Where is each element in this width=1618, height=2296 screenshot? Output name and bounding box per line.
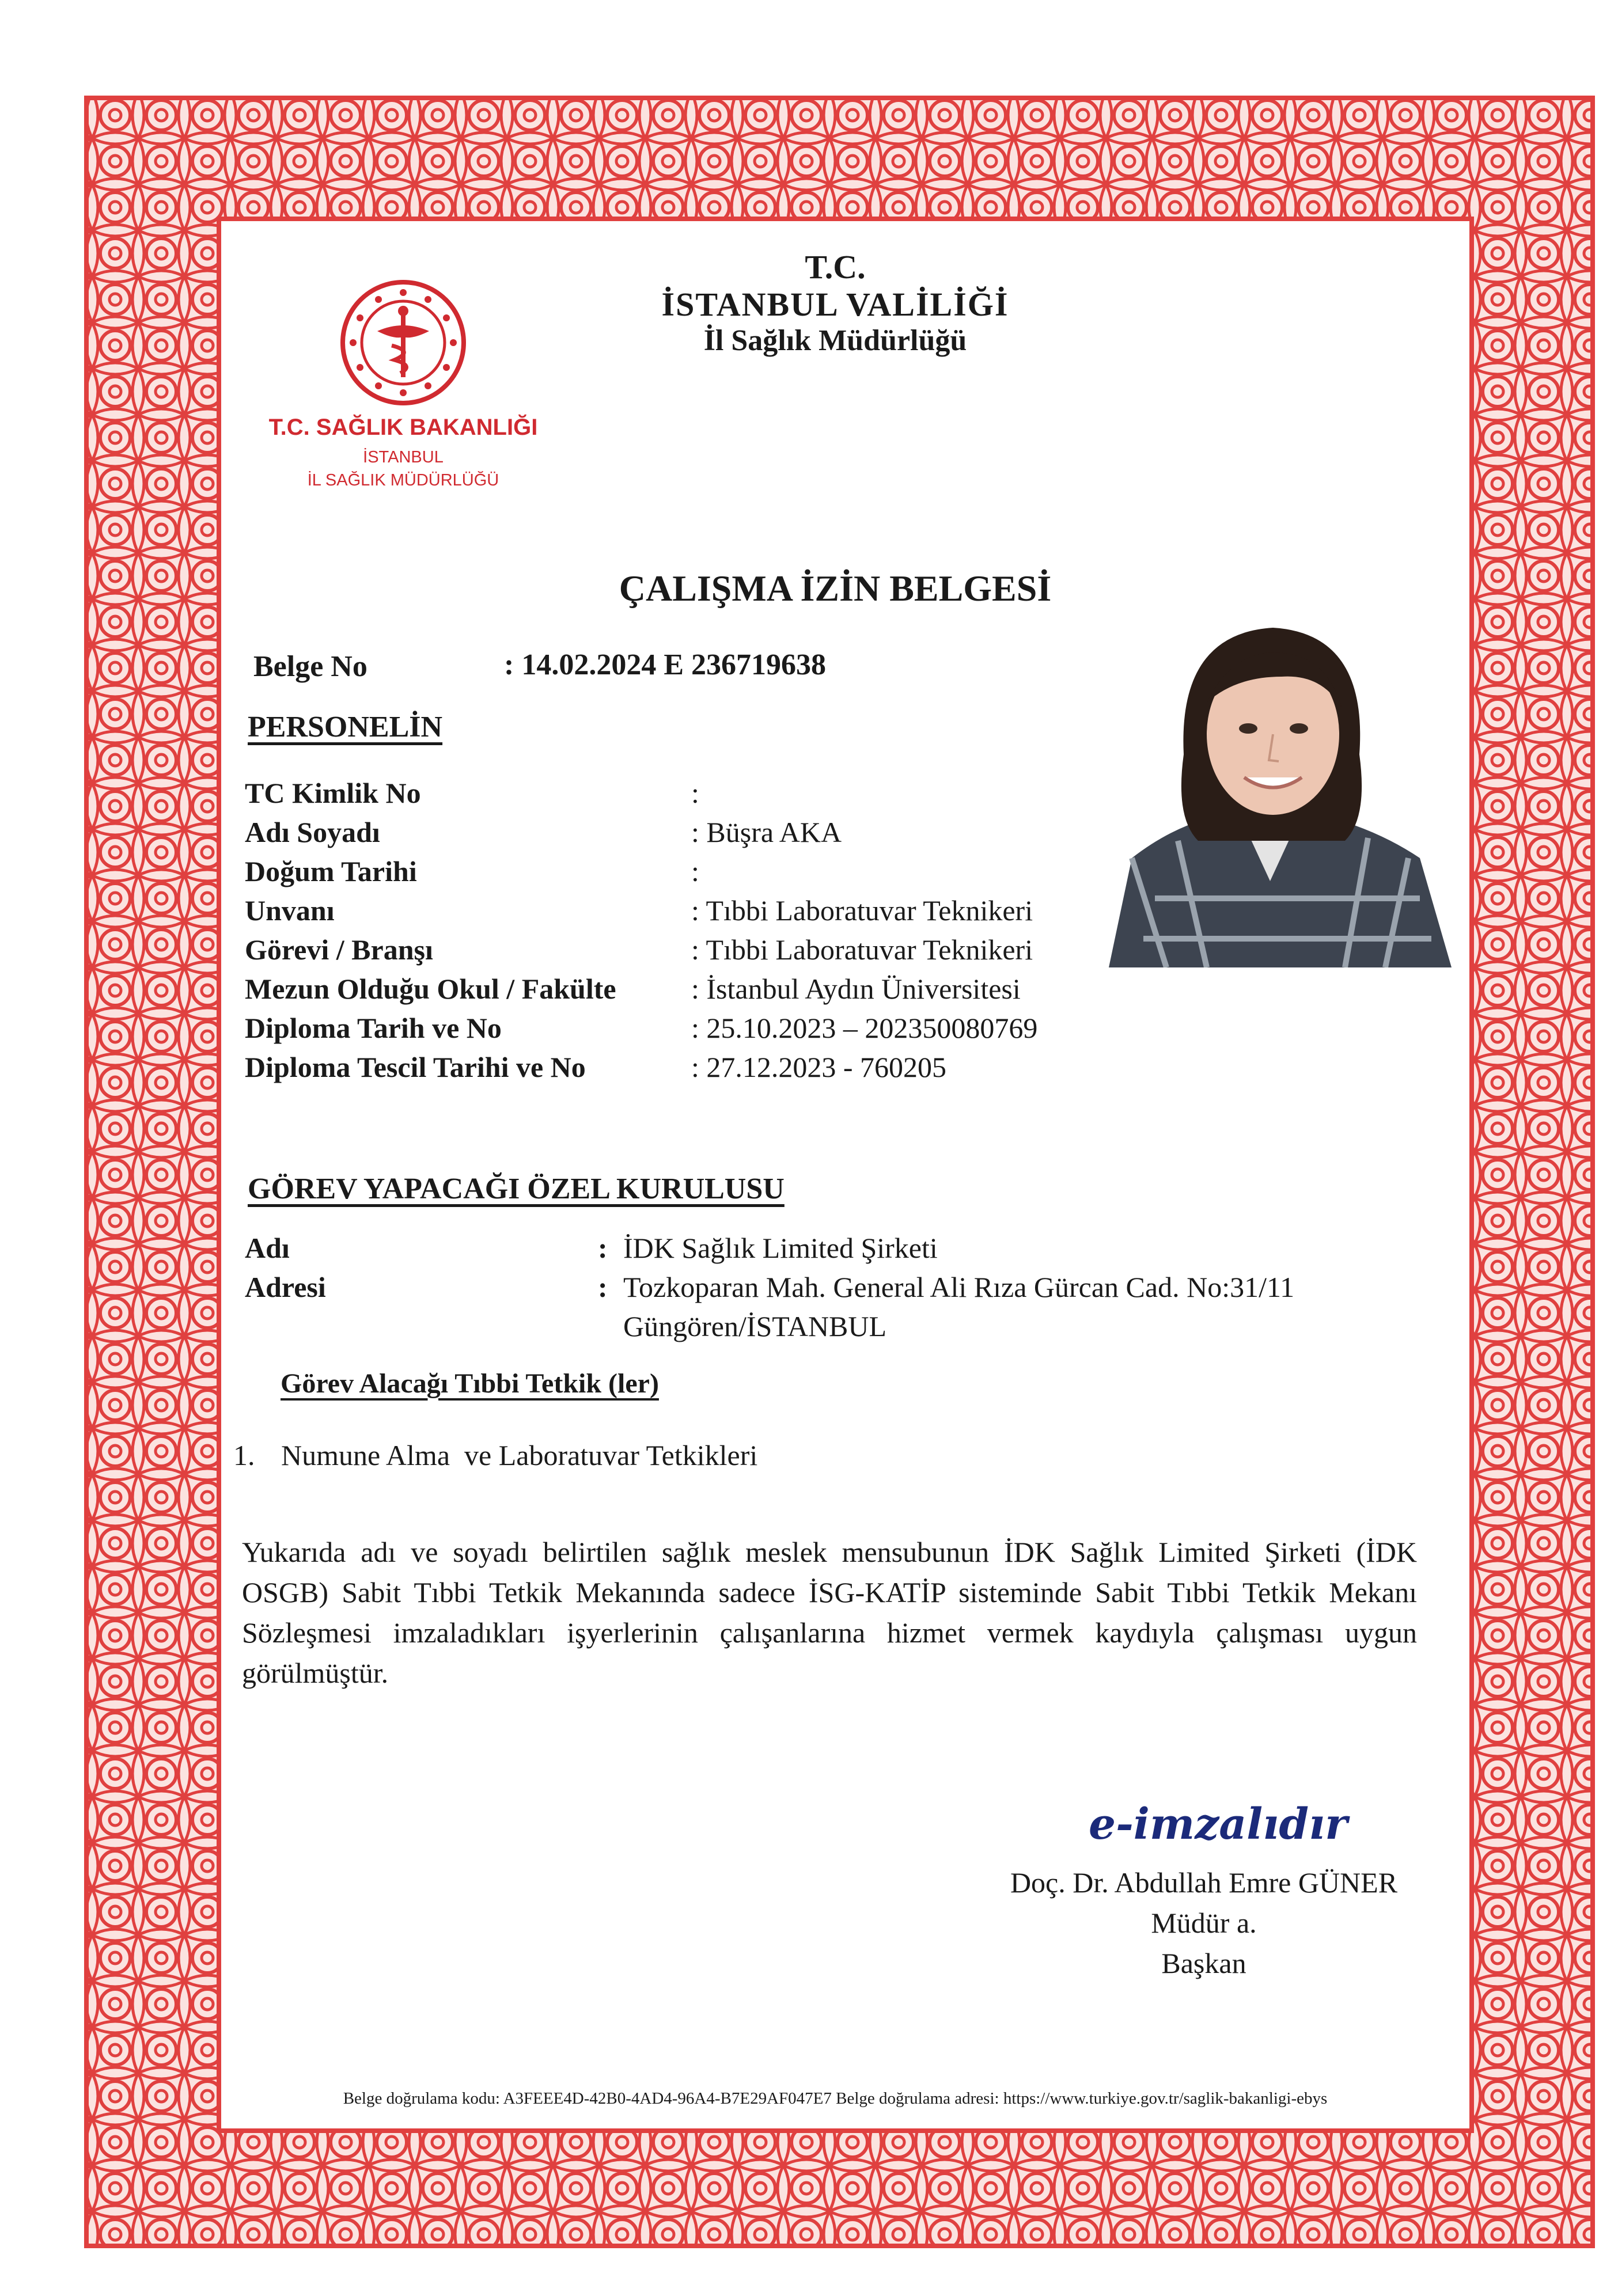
field-label-dogum-tarihi: Doğum Tarihi bbox=[245, 855, 417, 887]
field-value-mezun-okul: : İstanbul Aydın Üniversitesi bbox=[691, 973, 1021, 1005]
belge-no-value: : 14.02.2024 E 236719638 bbox=[504, 648, 826, 681]
field-value-gorevi: : Tıbbi Laboratuvar Teknikeri bbox=[691, 933, 1033, 966]
logo-title: T.C. SAĞLIK BAKANLIĞI bbox=[268, 415, 538, 440]
field-value-dogum-tarihi: : bbox=[691, 855, 699, 887]
kurulus-adi-colon: : bbox=[598, 1232, 608, 1264]
personel-section-title: PERSONELİN bbox=[248, 711, 443, 743]
field-value-diploma: : 25.10.2023 – 202350080769 bbox=[691, 1012, 1038, 1044]
approval-paragraph: Yukarıda adı ve soyadı belirtilen sağlık meslek mensubunun İDK Sağlık Limited Şirketi (İDK OSGB) Sabit Tıbbi Tetkik Mekanında sadece İSG-KATİP sisteminde Sabit Tıbbi Tetkik Mekanı Sözleşmesi imzaladıkları işyerlerinin çalışanlarına hizmet vermek kaydıyla çalışması uygun görülmüştür. bbox=[242, 1536, 1417, 1689]
belge-no-label: Belge No bbox=[253, 650, 367, 683]
signatory-name: Doç. Dr. Abdullah Emre GÜNER bbox=[1010, 1866, 1398, 1899]
kurulus-section-title: GÖREV YAPACAĞI ÖZEL KURULUSU bbox=[248, 1172, 785, 1205]
field-value-diploma-tescil: : 27.12.2023 - 760205 bbox=[691, 1051, 947, 1083]
logo-directorate: İL SAĞLIK MÜDÜRLÜĞÜ bbox=[307, 471, 499, 489]
field-value-tc-kimlik: : bbox=[691, 777, 699, 809]
verification-footer: Belge doğrulama kodu: A3FEEE4D-42B0-4AD4-96A4-B7E29AF047E7 Belge doğrulama adresi: https://www.turkiye.gov.tr/saglik-bakanligi-ebys bbox=[343, 2089, 1328, 2108]
signatory-title-1: Müdür a. bbox=[1151, 1907, 1257, 1939]
field-value-unvani: : Tıbbi Laboratuvar Teknikeri bbox=[691, 894, 1033, 927]
kurulus-adi-value: İDK Sağlık Limited Şirketi bbox=[623, 1232, 938, 1264]
kurulus-adres-line1: Tozkoparan Mah. General Ali Rıza Gürcan Cad. No:31/11 bbox=[623, 1271, 1295, 1303]
field-label-adi-soyadi: Adı Soyadı bbox=[245, 816, 380, 848]
field-label-diploma-tescil: Diploma Tescil Tarihi ve No bbox=[245, 1051, 586, 1083]
tetkik-section-title: Görev Alacağı Tıbbi Tetkik (ler) bbox=[281, 1368, 659, 1399]
document-title: ÇALIŞMA İZİN BELGESİ bbox=[619, 568, 1052, 609]
field-value-adi-soyadi: : Büşra AKA bbox=[691, 816, 842, 848]
header-mudurluk: İl Sağlık Müdürlüğü bbox=[703, 324, 967, 357]
header-tc: T.C. bbox=[805, 248, 866, 286]
logo-city: İSTANBUL bbox=[363, 448, 444, 466]
kurulus-adres-colon: : bbox=[598, 1271, 608, 1303]
health-ministry-emblem-icon bbox=[337, 276, 469, 409]
tetkik-item-text: Numune Alma ve Laboratuvar Tetkikleri bbox=[281, 1439, 758, 1471]
e-signature-mark: e-imzalıdır bbox=[1089, 1800, 1348, 1849]
field-label-mezun-okul: Mezun Olduğu Okul / Fakülte bbox=[245, 973, 616, 1005]
kurulus-adres-label: Adresi bbox=[245, 1271, 326, 1303]
kurulus-adres-line2: Güngören/İSTANBUL bbox=[623, 1310, 887, 1342]
signatory-title-2: Başkan bbox=[1161, 1947, 1246, 1979]
tetkik-item-number: 1. bbox=[233, 1439, 255, 1471]
field-label-diploma: Diploma Tarih ve No bbox=[245, 1012, 502, 1044]
field-label-gorevi: Görevi / Branşı bbox=[245, 933, 433, 966]
personnel-photo bbox=[1097, 610, 1452, 967]
header-valilik: İSTANBUL VALİLİĞİ bbox=[661, 286, 1009, 323]
field-label-unvani: Unvanı bbox=[245, 894, 335, 927]
kurulus-adi-label: Adı bbox=[245, 1232, 290, 1264]
field-label-tc-kimlik: TC Kimlik No bbox=[245, 777, 421, 809]
